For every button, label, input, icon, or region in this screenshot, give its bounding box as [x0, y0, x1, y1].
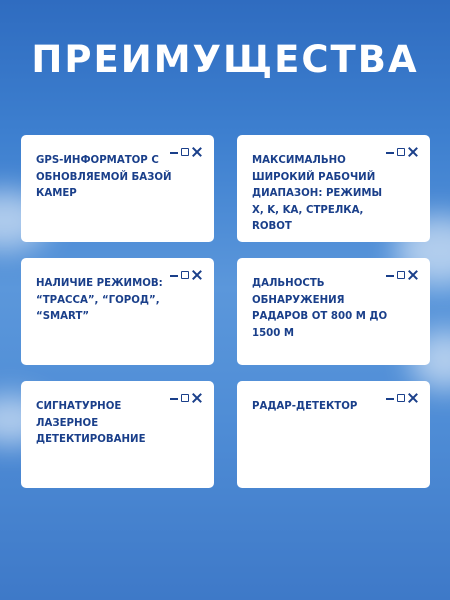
minimize-icon [386, 152, 394, 154]
close-icon [408, 270, 418, 280]
minimize-icon [170, 398, 178, 400]
window-controls [170, 270, 202, 280]
window-controls [170, 147, 202, 157]
feature-card-text: МАКСИМАЛЬНО ШИРОКИЙ РАБОЧИЙ ДИАПАЗОН: РЕЖИМЫ X, K, KA, СТРЕЛКА, ROBOT [252, 155, 383, 232]
feature-card-text: СИГНАТУРНОЕ ЛАЗЕРНОЕ ДЕТЕКТИРОВАНИЕ [36, 401, 146, 445]
maximize-icon [397, 271, 405, 279]
feature-card-distance [237, 258, 430, 365]
minimize-icon [386, 398, 394, 400]
maximize-icon [397, 148, 405, 156]
maximize-icon [181, 394, 189, 402]
window-controls [386, 147, 418, 157]
minimize-icon [386, 275, 394, 277]
close-icon [192, 147, 202, 157]
close-icon [408, 147, 418, 157]
feature-card-modes [21, 258, 214, 365]
feature-card-text: НАЛИЧИЕ РЕЖИМОВ: “ТРАССА”, “ГОРОД”, “SMART” [36, 278, 163, 322]
feature-card-gps [21, 135, 214, 242]
feature-card-text: ДАЛЬНОСТЬ ОБНАРУЖЕНИЯ РАДАРОВ ОТ 800 М ДО 1500 М [252, 278, 388, 339]
feature-card-text: РАДАР-ДЕТЕКТОР [252, 401, 358, 412]
window-controls [386, 270, 418, 280]
feature-card-range [237, 135, 430, 242]
window-controls [386, 393, 418, 403]
window-controls [170, 393, 202, 403]
maximize-icon [181, 148, 189, 156]
maximize-icon [181, 271, 189, 279]
maximize-icon [397, 394, 405, 402]
feature-card-text: GPS-ИНФОРМАТОР С ОБНОВЛЯЕМОЙ БАЗОЙ КАМЕР [36, 155, 172, 199]
close-icon [192, 270, 202, 280]
minimize-icon [170, 152, 178, 154]
minimize-icon [170, 275, 178, 277]
feature-card-radar [237, 381, 430, 488]
page-title: ПРЕИМУЩЕСТВА [31, 38, 419, 81]
close-icon [192, 393, 202, 403]
close-icon [408, 393, 418, 403]
feature-card-laser [21, 381, 214, 488]
